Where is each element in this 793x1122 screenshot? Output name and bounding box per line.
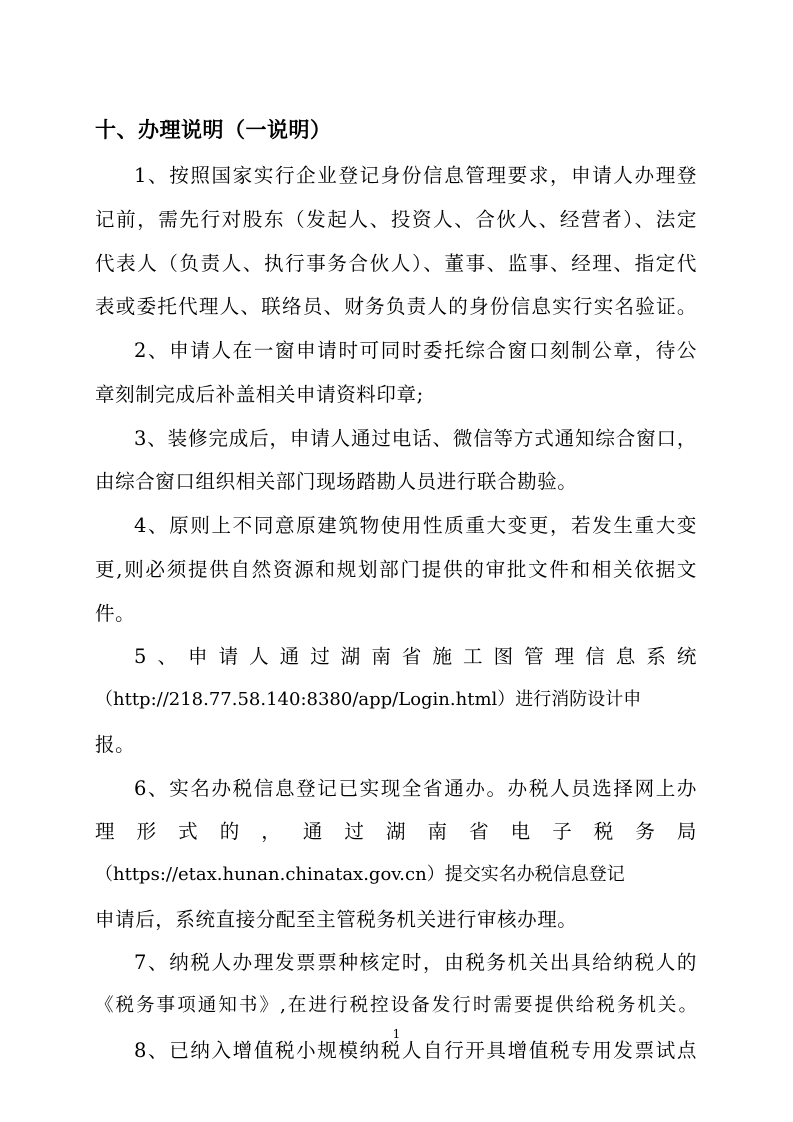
paragraph-7-line-2: 《税务事项通知书》,在进行税控设备发行时需要提供给税务机关。 xyxy=(95,995,697,1016)
paragraph-5-line-1: 5、申请人通过湖南省施工图管理信息系统 xyxy=(134,645,697,668)
paragraph-1-line-1: 1、按照国家实行企业登记身份信息管理要求，申请人办理登 xyxy=(134,164,697,187)
paragraph-6-line-3: （https://etax.hunan.chinatax.gov.cn）提交实名办税信息登记 xyxy=(95,864,625,885)
paragraph-4-line-1: 4、原则上不同意原建筑物使用性质重大变更，若发生重大变 xyxy=(134,514,697,537)
section-heading: 十、办理说明（一说明） xyxy=(95,118,332,142)
paragraph-2-line-2: 章刻制完成后补盖相关申请资料印章; xyxy=(95,383,424,406)
paragraph-4-line-2: 更,则必须提供自然资源和规划部门提供的审批文件和相关依据文 xyxy=(95,558,697,581)
paragraph-4-line-3: 件。 xyxy=(95,602,136,625)
paragraph-1-line-4: 表或委托代理人、联络员、财务负责人的身份信息实行实名验证。 xyxy=(95,295,697,318)
paragraph-2-line-1: 2、申请人在一窗申请时可同时委托综合窗口刻制公章，待公 xyxy=(134,339,697,362)
paragraph-6-line-1: 6、实名办税信息登记已实现全省通办。办税人员选择网上办 xyxy=(134,777,697,800)
paragraph-5-line-2: （http://218.77.58.140:8380/app/Login.html）进行消防设计申 xyxy=(95,689,642,710)
paragraph-7-line-1: 7、纳税人办理发票票种核定时，由税务机关出具给纳税人的 xyxy=(134,951,697,974)
paragraph-1-line-2: 记前，需先行对股东（发起人、投资人、合伙人、经营者）、法定 xyxy=(95,208,697,231)
paragraph-3-line-1: 3、装修完成后，申请人通过电话、微信等方式通知综合窗口， xyxy=(134,427,697,450)
paragraph-1-line-3: 代表人（负责人、执行事务合伙人）、董事、监事、经理、指定代 xyxy=(95,252,697,275)
page-number: 1 xyxy=(392,1027,401,1041)
paragraph-6-line-2: 理形式的，通过湖南省电子税务局 xyxy=(95,820,697,843)
paragraph-6-line-4: 申请后，系统直接分配至主管税务机关进行审核办理。 xyxy=(95,908,578,931)
paragraph-5-line-3: 报。 xyxy=(95,733,136,756)
paragraph-8-line-1: 8、已纳入增值税小规模纳税人自行开具增值税专用发票试点 xyxy=(134,1039,697,1062)
paragraph-3-line-2: 由综合窗口组织相关部门现场踏勘人员进行联合勘验。 xyxy=(95,470,578,493)
